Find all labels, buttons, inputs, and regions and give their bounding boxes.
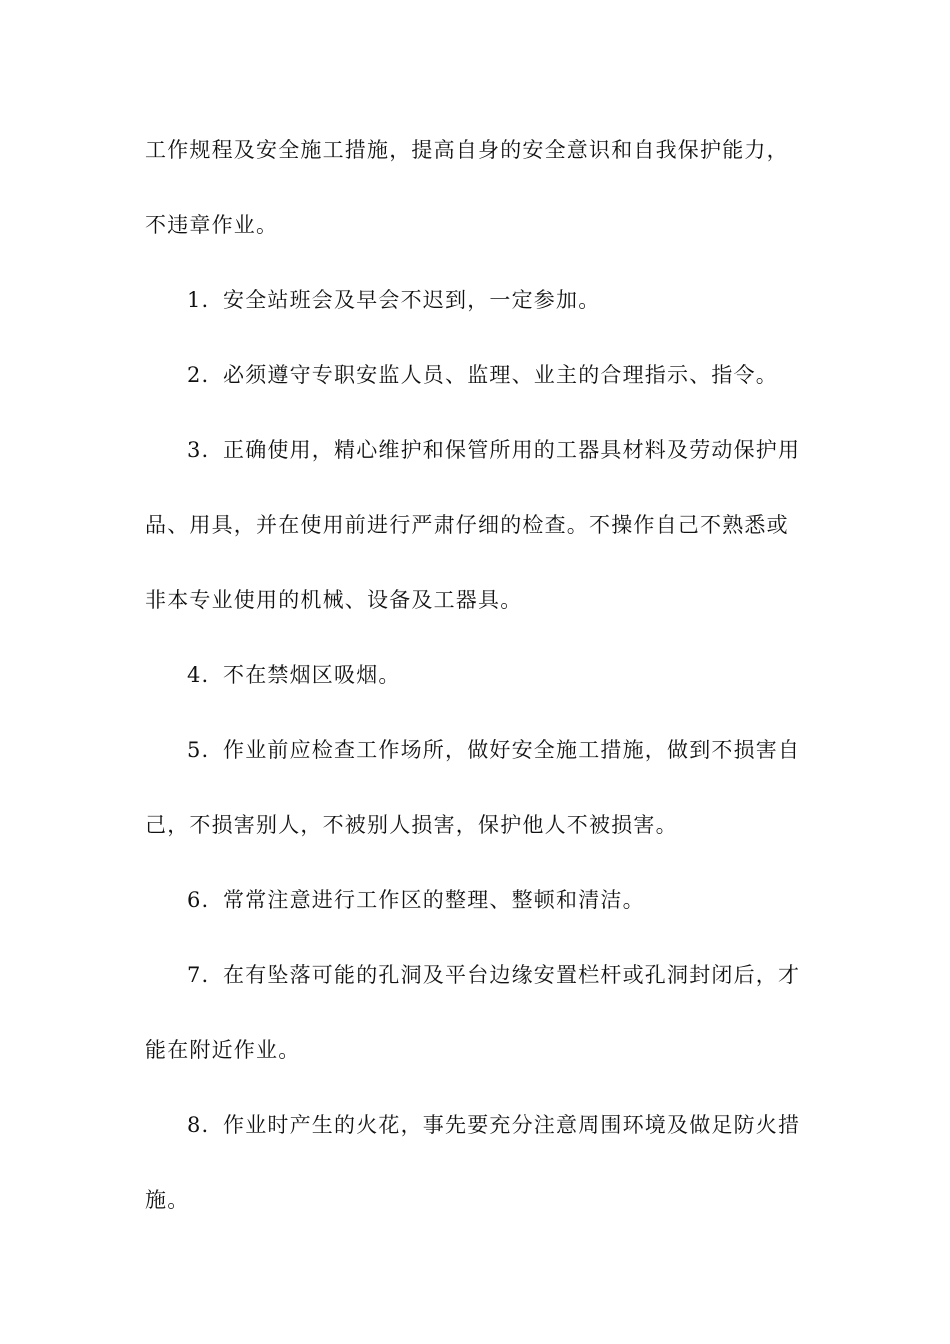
item-text: 不在禁烟区吸烟。 xyxy=(223,663,401,687)
list-item xyxy=(187,735,852,765)
list-item xyxy=(187,435,852,465)
item-number: 6. xyxy=(187,888,210,912)
paragraph-line: 施。 xyxy=(145,1188,190,1212)
list-item xyxy=(187,1110,852,1140)
item-text: 作业前应检查工作场所，做好安全施工措施，做到不损害自 xyxy=(223,738,801,762)
item-text: 常常注意进行工作区的整理、整顿和清洁。 xyxy=(223,888,645,912)
paragraph-line: 不违章作业。 xyxy=(145,213,279,237)
item-number: 2. xyxy=(187,363,210,387)
item-text: 正确使用，精心维护和保管所用的工器具材料及劳动保护用 xyxy=(223,438,801,462)
item-text: 必须遵守专职安监人员、监理、业主的合理指示、指令。 xyxy=(223,363,778,387)
paragraph-line: 品、用具，并在使用前进行严肃仔细的检查。不操作自己不熟悉或 xyxy=(145,513,789,537)
item-number: 1. xyxy=(187,288,210,312)
list-item xyxy=(187,285,852,315)
item-text: 作业时产生的火花，事先要充分注意周围环境及做足防火措 xyxy=(223,1113,801,1137)
item-number: 4. xyxy=(187,663,210,687)
paragraph-line: 己，不损害别人，不被别人损害，保护他人不被损害。 xyxy=(145,813,678,837)
paragraph-line: 能在附近作业。 xyxy=(145,1038,301,1062)
list-item xyxy=(187,960,852,990)
list-item xyxy=(187,360,852,390)
paragraph-line: 非本专业使用的机械、设备及工器具。 xyxy=(145,588,523,612)
item-text: 安全站班会及早会不迟到，一定参加。 xyxy=(223,288,601,312)
item-number: 8. xyxy=(187,1113,210,1137)
paragraph-line: 工作规程及安全施工措施，提高自身的安全意识和自我保护能力， xyxy=(145,138,789,162)
item-number: 3. xyxy=(187,438,210,462)
item-number: 7. xyxy=(187,963,210,987)
item-text: 在有坠落可能的孔洞及平台边缘安置栏杆或孔洞封闭后，才 xyxy=(223,963,801,987)
list-item xyxy=(187,885,852,915)
item-number: 5. xyxy=(187,738,210,762)
list-item xyxy=(187,660,852,690)
